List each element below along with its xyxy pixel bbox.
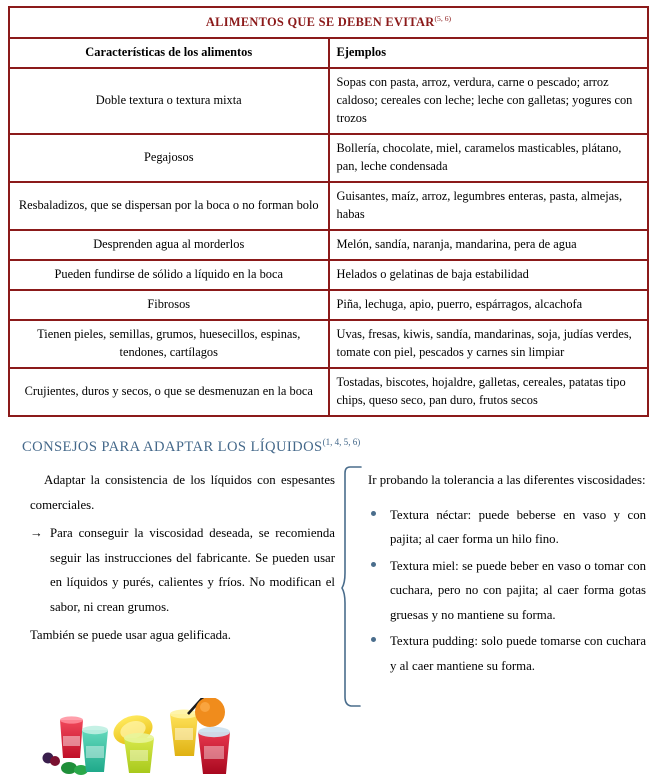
- row-examples: Bollería, chocolate, miel, caramelos masticables, plátano, pan, leche condensada: [329, 134, 649, 182]
- viscosity-list: [368, 503, 646, 679]
- row-examples: Guisantes, maíz, arroz, legumbres enteras, pasta, almejas, habas: [329, 182, 649, 230]
- orange-fruit: [195, 698, 225, 727]
- liquids-heading-text: CONSEJOS PARA ADAPTAR LOS LÍQUIDOS: [22, 438, 323, 455]
- avoid-foods-table-container: [8, 6, 649, 417]
- list-item-text: Textura pudding: solo puede tomarse con cuchara y al caer mantiene su forma.: [390, 634, 646, 673]
- table-header-row: [9, 38, 648, 68]
- row-examples: Piña, lechuga, apio, puerro, espárragos, alcachofa: [329, 290, 649, 320]
- row-characteristic: Crujientes, duros y secos, o que se desmenuzan en la boca: [9, 368, 329, 416]
- table-row: [9, 230, 648, 260]
- liquids-heading-superscript: (1, 4, 5, 6): [322, 437, 361, 447]
- table-title-cell: [9, 7, 648, 38]
- row-examples: Helados o gelatinas de baja estabilidad: [329, 260, 649, 290]
- row-examples: Melón, sandía, naranja, mandarina, pera de agua: [329, 230, 649, 260]
- table-title-row: [9, 7, 648, 38]
- arrow-right-icon: →: [30, 526, 43, 541]
- table-row: [9, 320, 648, 368]
- table-row: [9, 290, 648, 320]
- list-item: [368, 629, 646, 678]
- left-paragraph-2: También se puede usar agua gelificada.: [30, 628, 231, 643]
- table-title-superscript: (5, 6): [434, 14, 452, 23]
- column-header-characteristics: Características de los alimentos: [9, 38, 329, 68]
- table-title-text: ALIMENTOS QUE SE DEBEN EVITAR: [205, 15, 435, 30]
- liquids-right-column: [368, 468, 646, 681]
- row-characteristic: Tienen pieles, semillas, grumos, huesecillos, espinas, tendones, cartílagos: [9, 320, 329, 368]
- table-row: [9, 182, 648, 230]
- left-paragraph-1: Adaptar la consistencia de los líquidos con espesantes comerciales.: [30, 473, 335, 512]
- row-examples: Sopas con pasta, arroz, verdura, carne o pescado; arroz caldoso; cereales con leche; leche con galletas; yogures con trozos: [329, 68, 649, 134]
- table-row: [9, 368, 648, 416]
- row-characteristic: Fibrosos: [9, 290, 329, 320]
- bullet-dot-icon: [371, 637, 376, 642]
- row-characteristic: Pueden fundirse de sólido a líquido en la boca: [9, 260, 329, 290]
- row-characteristic: Resbaladizos, que se dispersan por la boca o no forman bolo: [9, 182, 329, 230]
- berry-icon: [50, 756, 60, 766]
- list-item-text: Textura miel: se puede beber en vaso o tomar con cuchara, pero no con pajita; al caer forma gotas gruesas y no mantiene su forma.: [390, 558, 646, 622]
- row-characteristic: Pegajosos: [9, 134, 329, 182]
- left-arrow-item-text: Para conseguir la viscosidad deseada, se recomienda seguir las instrucciones del fabricante. Se pueden usar en líquidos y purés, calientes y fríos. No modifican el sabor, ni crean grumos.: [50, 526, 335, 614]
- bullet-dot-icon: [371, 562, 376, 567]
- list-item: [368, 503, 646, 552]
- row-examples: Uvas, fresas, kiwis, sandía, mandarinas, soja, judías verdes, tomate con piel, pescados y carnes sin limpiar: [329, 320, 649, 368]
- liquids-left-column: [30, 468, 335, 652]
- row-characteristic: Desprenden agua al morderlos: [9, 230, 329, 260]
- list-item: [368, 554, 646, 628]
- list-item-text: Textura néctar: puede beberse en vaso y con pajita; al caer forma un hilo fino.: [390, 507, 646, 547]
- left-arrow-item: [30, 521, 335, 619]
- column-header-examples: Ejemplos: [329, 38, 649, 68]
- bullet-dot-icon: [371, 511, 376, 516]
- liquids-two-column-block: [0, 465, 657, 715]
- avoid-foods-table: [8, 6, 649, 417]
- table-row: [9, 68, 648, 134]
- viscosity-intro: Ir probando la tolerancia a las diferentes viscosidades:: [368, 473, 646, 487]
- row-examples: Tostadas, biscotes, hojaldre, galletas, cereales, patatas tipo chips, queso seco, pan duro, frutos secos: [329, 368, 649, 416]
- left-curly-brace-icon: [341, 465, 363, 713]
- table-row: [9, 134, 648, 182]
- liquids-section-heading: [22, 437, 360, 456]
- table-row: [9, 260, 648, 290]
- row-characteristic: Doble textura o textura mixta: [9, 68, 329, 134]
- gelled-water-cups-photo: [38, 698, 286, 775]
